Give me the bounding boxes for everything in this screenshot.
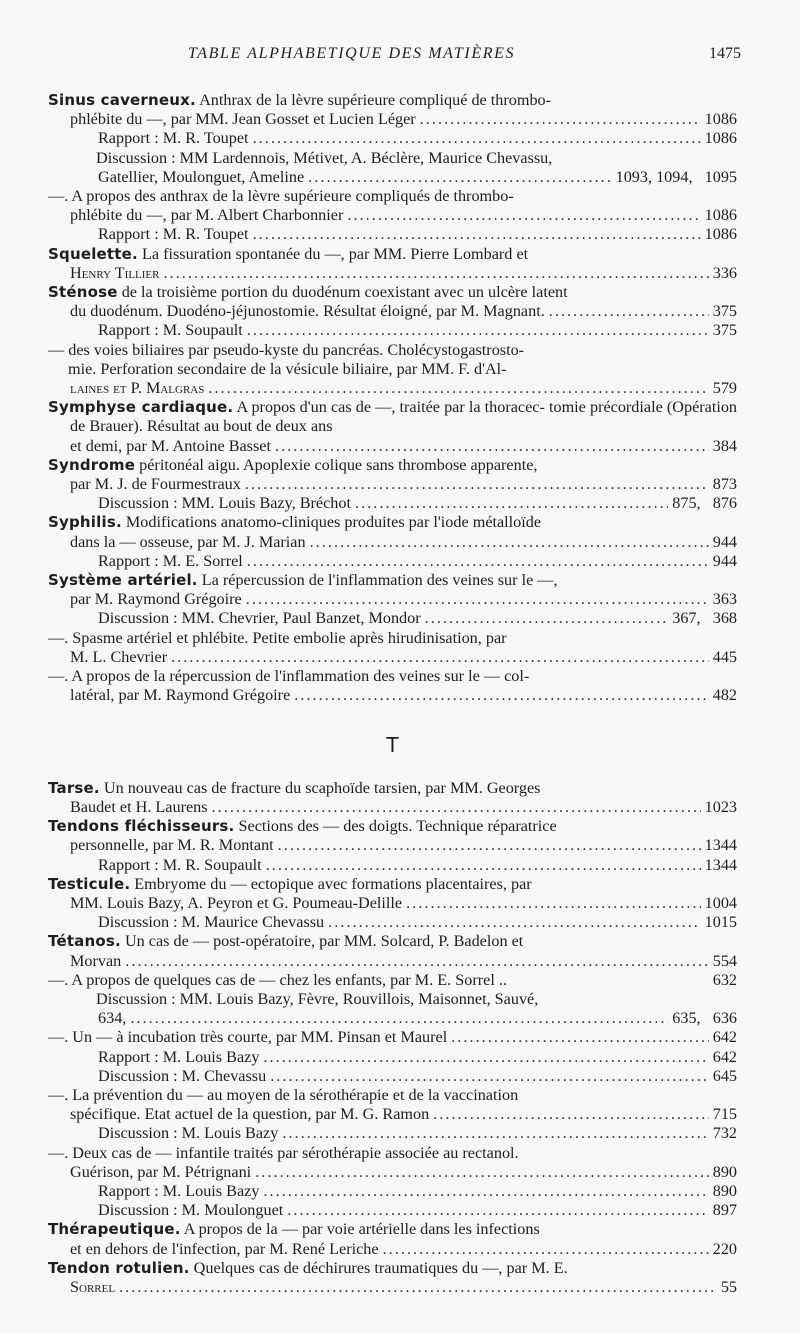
leader-dots <box>130 1009 668 1028</box>
entry-text: Embryome du — ectopique avec formations placentaires, par <box>134 874 532 893</box>
discussion-line: Discussion : MM Lardennois, Métivet, A. Béclère, Maurice Chevassu, <box>96 148 553 167</box>
discussion-line <box>48 609 737 628</box>
page-ref: 890 <box>712 1162 737 1181</box>
entry-lead-line <box>48 1163 737 1182</box>
leader-dots <box>425 609 669 628</box>
entry-text: Quelques cas de déchirures traumatiques du —, par M. E. <box>193 1258 568 1277</box>
index-entry-syndrome <box>48 456 737 475</box>
leader-dots <box>212 798 701 817</box>
entry-lead-text: —. Un — à incubation très courte, par MM. Pinsan et Maurel <box>48 1028 448 1047</box>
page-ref: 482 <box>712 686 737 705</box>
discussion-text: 634, <box>98 1009 127 1028</box>
entry-lead-line <box>48 1105 737 1124</box>
index-entry-tetanos <box>48 932 737 951</box>
leader-dots <box>406 894 701 913</box>
page-ref: 1344 <box>704 836 737 855</box>
leader-dots <box>255 1163 709 1182</box>
rapport-line <box>48 856 737 875</box>
page-ref: 1015 <box>704 913 737 932</box>
entry-lead-line <box>48 533 737 552</box>
leader-dots <box>347 206 700 225</box>
entry-keyword: Syphilis. <box>48 513 122 532</box>
page-ref: 642 <box>712 1028 737 1047</box>
index-entry-stenose <box>48 283 737 302</box>
entry-keyword: Symphyse cardiaque. <box>48 398 234 417</box>
leader-dots <box>253 225 701 244</box>
entry-lead-line <box>48 798 737 817</box>
page-ref: 645 <box>712 1066 737 1085</box>
rapport-text: Rapport : M. Soupault <box>98 321 243 340</box>
page-ref: 368 <box>712 609 737 628</box>
entry-text: Modifications anatomo-cliniques produites par l'iode métalloïde <box>125 513 542 532</box>
entry-text: Un nouveau cas de fracture du scaphoïde tarsien, par MM. Georges <box>103 778 541 797</box>
sub-entry <box>48 971 737 990</box>
leader-dots <box>383 1240 709 1259</box>
header-page-number: 1475 <box>709 45 741 62</box>
sub-entry: —. Deux cas de — infantile traités par sérothérapie associée au rectanol. <box>48 1143 519 1162</box>
leader-dots <box>263 1182 708 1201</box>
sub-entry-cont: mie. Perforation secondaire de la vésicule biliaire, par MM. F. d'Al- <box>68 359 507 378</box>
entry-lead-line <box>48 264 737 283</box>
entry-lead-line <box>48 952 737 971</box>
leader-dots <box>119 1278 717 1297</box>
leader-dots <box>433 1105 709 1124</box>
entry-text: A propos de la — par voie artérielle dans les infections <box>183 1220 540 1239</box>
entry-keyword: Squelette. <box>48 244 138 263</box>
entry-lead-text: spécifique. Etat actuel de la question, par M. G. Ramon <box>70 1105 430 1124</box>
page-ref: 1086 <box>704 206 737 225</box>
leader-dots <box>278 836 701 855</box>
page-ref: 1004 <box>704 893 737 912</box>
page-ref: 384 <box>712 436 737 455</box>
discussion-text: Discussion : MM. Louis Bazy, Bréchot <box>98 494 351 513</box>
leader-dots <box>451 1028 709 1047</box>
discussion-text: Discussion : M. Moulonguet <box>98 1201 284 1220</box>
discussion-line: Discussion : MM. Louis Bazy, Fèvre, Rouvillois, Maisonnet, Sauvé, <box>96 989 539 1008</box>
entry-lead-line <box>48 894 737 913</box>
rapport-line <box>48 321 737 340</box>
entry-keyword: Tarse. <box>48 778 100 797</box>
entry-lead-text: dans la — osseuse, par M. J. Marian <box>70 532 306 551</box>
entry-lead-line <box>48 686 737 705</box>
index-entry-symphyse-cardiaque <box>48 398 737 436</box>
rapport-line <box>48 1182 737 1201</box>
discussion-line <box>48 1124 737 1143</box>
page-ref: 375 <box>712 321 737 340</box>
page-ref: 55 <box>720 1277 737 1296</box>
index-entry-tendon-rotulien <box>48 1259 737 1278</box>
index-entry-therapeutique <box>48 1220 737 1239</box>
entry-text: La répercussion de l'inflammation des veines sur le —, <box>201 571 558 590</box>
entry-lead-line <box>48 437 737 456</box>
entry-lead-text: MM. Louis Bazy, A. Peyron et G. Poumeau-Delille <box>70 893 403 912</box>
entry-lead-line <box>48 648 737 667</box>
rapport-line <box>48 1048 737 1067</box>
page-ref: 715 <box>712 1105 737 1124</box>
entry-lead-text: M. L. Chevrier <box>70 647 168 666</box>
entry-lead-line <box>48 302 737 321</box>
entry-lead-text: Baudet et H. Laurens <box>70 797 208 816</box>
page-ref: 875, <box>672 494 701 513</box>
page-ref: 1086 <box>704 225 737 244</box>
page-ref: 876 <box>712 494 737 513</box>
discussion-text: Discussion : M. Louis Bazy <box>98 1124 279 1143</box>
leader-dots <box>275 437 709 456</box>
leader-dots <box>171 648 709 667</box>
entry-keyword: Syndrome <box>48 455 136 474</box>
page-ref: 445 <box>712 647 737 666</box>
leader-dots <box>294 686 708 705</box>
entry-lead-line <box>48 1278 737 1297</box>
leader-dots <box>355 494 668 513</box>
leader-dots <box>310 533 709 552</box>
leader-dots <box>549 302 709 321</box>
entry-lead-text: par M. Raymond Grégoire <box>70 590 242 609</box>
entry-lead-line <box>48 379 737 398</box>
entry-keyword: Système artériel. <box>48 571 198 590</box>
discussion-line <box>48 494 737 513</box>
sub-entry: —. Spasme artériel et phlébite. Petite embolie après hirudinisation, par <box>48 628 507 647</box>
page-ref: 1344 <box>704 855 737 874</box>
entry-lead-line <box>48 1240 737 1259</box>
entry-text: Anthrax de la lèvre supérieure compliqué de thrombo- <box>199 91 552 109</box>
discussion-text: Gatellier, Moulonguet, Ameline <box>98 167 305 186</box>
entry-lead-text: latéral, par M. Raymond Grégoire <box>70 686 291 705</box>
entry-text: La fissuration spontanée du —, par MM. Pierre Lombard et <box>141 244 529 263</box>
entry-lead-text: phlébite du —, par MM. Jean Gosset et Lucien Léger <box>70 110 416 129</box>
sub-entry: —. A propos des anthrax de la lèvre supérieure compliqués de thrombo- <box>48 187 514 206</box>
page-ref: 732 <box>712 1124 737 1143</box>
entry-text: de la troisième portion du duodénum coexistant avec un ulcère latent <box>121 283 568 302</box>
leader-dots <box>164 264 709 283</box>
entry-lead-text: personnelle, par M. R. Montant <box>70 836 274 855</box>
entry-lead-text: et demi, par M. Antoine Basset <box>70 436 271 455</box>
rapport-line <box>48 552 737 571</box>
rapport-text: Rapport : M. E. Sorrel <box>98 551 243 570</box>
leader-dots <box>270 1067 709 1086</box>
rapport-text: Rapport : M. R. Toupet <box>98 225 249 244</box>
entry-lead-text: Guérison, par M. Pétrignani <box>70 1162 252 1181</box>
leader-dots <box>208 379 708 398</box>
leader-dots <box>247 321 709 340</box>
page-ref: 1086 <box>704 110 737 129</box>
index-page <box>48 44 741 1297</box>
discussion-text: Discussion : M. Chevassu <box>98 1066 267 1085</box>
entry-lead-line <box>48 836 737 855</box>
entry-lead-line <box>48 110 737 129</box>
discussion-line <box>48 913 737 932</box>
index-entry-tendons-flechisseurs <box>48 817 737 836</box>
discussion-line <box>48 168 737 187</box>
page-ref: 944 <box>712 551 737 570</box>
entry-lead-text: Morvan <box>70 951 122 970</box>
page-ref: 944 <box>712 532 737 551</box>
page-ref: 336 <box>712 263 737 282</box>
entry-lead-text: —. A propos de quelques cas de — chez les enfants, par M. E. Sorrel .. <box>48 970 507 989</box>
section-letter: T <box>386 732 399 757</box>
rapport-line <box>48 225 737 244</box>
page-ref: 363 <box>712 590 737 609</box>
leader-dots <box>282 1124 708 1143</box>
entry-lead-text: et en dehors de l'infection, par M. René Leriche <box>70 1239 379 1258</box>
index-entry-testicule <box>48 875 737 894</box>
sub-entry: — des voies biliaires par pseudo-kyste du pancréas. Cholécystogastrosto- <box>48 340 525 359</box>
entry-text: Sections des — des doigts. Technique réparatrice <box>238 817 557 836</box>
entry-lead-line <box>48 475 737 494</box>
page-ref: 1093, 1094, <box>615 167 693 186</box>
entry-lead-text: Henry Tillier <box>70 263 160 282</box>
entry-keyword: Thérapeutique. <box>48 1220 181 1239</box>
page-ref: 642 <box>712 1047 737 1066</box>
rapport-line <box>48 129 737 148</box>
entry-lead-text: phlébite du —, par M. Albert Charbonnier <box>70 206 344 225</box>
discussion-text: Discussion : M. Maurice Chevassu <box>98 913 325 932</box>
index-entry-syphilis <box>48 513 737 532</box>
entry-keyword: Tendon rotulien. <box>48 1258 190 1277</box>
discussion-line <box>48 1009 737 1028</box>
page-ref: 897 <box>712 1201 737 1220</box>
leader-dots <box>263 1048 708 1067</box>
entry-text: A propos d'un cas de —, traitée par la thoracec- tomie précordiale (Opération de Brauer). Résultat au bout de deux ans <box>70 398 738 436</box>
page-ref: 220 <box>712 1239 737 1258</box>
entry-lead-text: par M. J. de Fourmestraux <box>70 475 241 494</box>
discussion-line <box>48 1067 737 1086</box>
leader-dots <box>266 856 701 875</box>
page-ref: 635, <box>672 1009 701 1028</box>
page-ref: 632 <box>712 970 737 989</box>
rapport-text: Rapport : M. R. Soupault <box>98 855 262 874</box>
sub-entry: —. A propos de la répercussion de l'inflammation des veines sur le — col- <box>48 667 530 686</box>
index-entry-systeme-arteriel <box>48 571 737 590</box>
page-ref: 1086 <box>704 129 737 148</box>
page-ref: 554 <box>712 951 737 970</box>
leader-dots <box>328 913 700 932</box>
sub-entry: —. La prévention du — au moyen de la sérothérapie et de la vaccination <box>48 1085 519 1104</box>
entry-keyword: Sténose <box>48 283 118 302</box>
page-ref: 636 <box>712 1009 737 1028</box>
leader-dots <box>420 110 701 129</box>
running-header <box>48 44 741 64</box>
leader-dots <box>125 952 708 971</box>
discussion-line <box>48 1201 737 1220</box>
page-ref: 579 <box>712 379 737 398</box>
entry-text: Un cas de — post-opératoire, par MM. Solcard, P. Badelon et <box>124 932 524 951</box>
header-title: TABLE ALPHABETIQUE DES MATIÈRES <box>188 45 516 62</box>
entry-text: péritonéal aigu. Apoplexie colique sans thrombose apparente, <box>139 455 538 474</box>
entry-keyword: Testicule. <box>48 874 131 893</box>
entry-keyword: Tendons fléchisseurs. <box>48 817 235 836</box>
index-entry-sinus-caverneux <box>48 91 737 110</box>
index-entry-tarse <box>48 779 737 798</box>
entry-lead-line <box>48 206 737 225</box>
page-ref: 1023 <box>704 797 737 816</box>
page-ref: 375 <box>712 302 737 321</box>
entry-keyword: Tétanos. <box>48 932 121 951</box>
entry-keyword: Sinus caverneux. <box>48 91 196 109</box>
entry-lead-text: laines et P. Malgras <box>70 379 205 398</box>
index-entry-squelette <box>48 245 737 264</box>
discussion-text: Discussion : MM. Chevrier, Paul Banzet, Mondor <box>98 609 421 628</box>
leader-dots <box>246 590 709 609</box>
leader-dots <box>247 552 709 571</box>
leader-dots <box>287 1201 708 1220</box>
rapport-text: Rapport : M. Louis Bazy <box>98 1047 260 1066</box>
leader-dots <box>308 168 611 187</box>
sub-entry <box>48 1028 737 1047</box>
entry-lead-line <box>48 590 737 609</box>
rapport-text: Rapport : M. R. Toupet <box>98 129 249 148</box>
leader-dots <box>245 475 709 494</box>
page-ref: 367, <box>672 609 701 628</box>
rapport-text: Rapport : M. Louis Bazy <box>98 1181 260 1200</box>
entry-lead-text: Sorrel <box>70 1277 116 1296</box>
leader-dots <box>253 129 701 148</box>
entry-lead-text: du duodénum. Duodéno-jéjunostomie. Résultat éloigné, par M. Magnant. <box>70 302 545 321</box>
page-ref: 1095 <box>704 167 737 186</box>
page-ref: 890 <box>712 1181 737 1200</box>
page-ref: 873 <box>712 475 737 494</box>
